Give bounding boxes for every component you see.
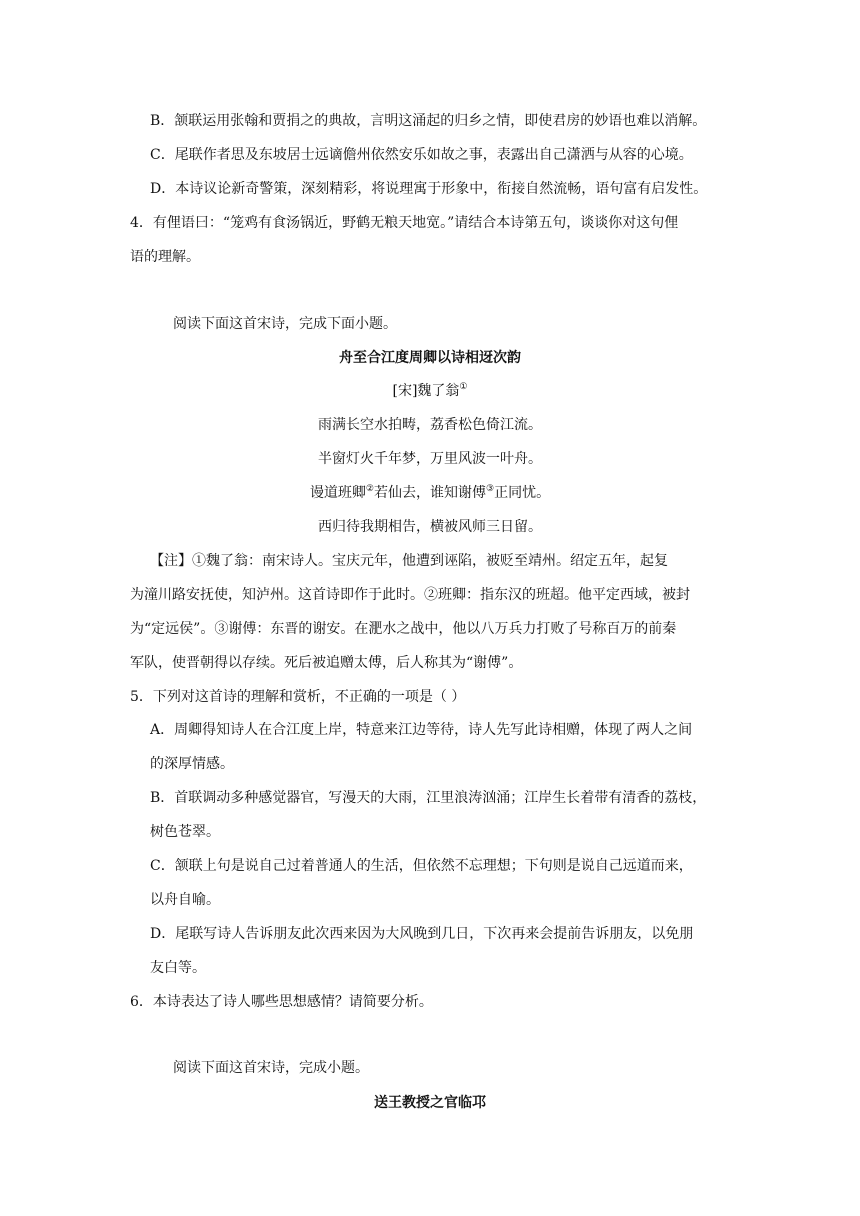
q5-option-c-line2: 以舟自喻。 bbox=[150, 892, 220, 908]
poem-line-2: 半窗灯火千年梦，万里风波一叶舟。 bbox=[318, 451, 542, 467]
q3-option-d: D．本诗议论新奇警策，深刻精彩，将说理寓于形象中，衔接自然流畅，语句富有启发性。 bbox=[150, 181, 708, 197]
poem-line-3-part2: 若仙去，谁知谢傅 bbox=[374, 485, 486, 501]
q5-option-b-line2: 树色苍翠。 bbox=[150, 824, 220, 840]
q5-option-b-line1: B．首联调动多种感觉器官，写漫天的大雨，江里浪涛汹涌；江岸生长着带有清香的荔枝， bbox=[150, 790, 707, 806]
poem-line-3 bbox=[0, 483, 860, 503]
q4-question-line2: 语的理解。 bbox=[130, 249, 200, 265]
annotation-line-1: 【注】①魏了翁：南宋诗人。宝庆元年，他遭到诬陷，被贬至靖州。绍定五年，起复 bbox=[150, 553, 668, 569]
q3-option-b: B．颔联运用张翰和贾捐之的典故，言明这涌起的归乡之情，即使君房的妙语也难以消解。 bbox=[150, 113, 707, 129]
section2-intro: 阅读下面这首宋诗，完成下面小题。 bbox=[173, 316, 397, 332]
poem-line-4: 西归待我期相告，横被风师三日留。 bbox=[318, 519, 542, 535]
q5-option-d-line2: 友白等。 bbox=[150, 960, 206, 976]
section3-poem-title: 送王教授之官临邛 bbox=[374, 1095, 486, 1111]
poem-title: 舟至合江度周卿以诗相迓次韵 bbox=[339, 350, 521, 366]
annotation-line-4: 军队，使晋朝得以存续。死后被追赠太傅，后人称其为“谢傅”。 bbox=[130, 655, 523, 671]
q4-question-line1: 4．有俚语曰：“笼鸡有食汤锅近，野鹤无粮天地宽。”请结合本诗第五句，谈谈你对这句俚 bbox=[130, 215, 679, 231]
poem-line-1: 雨满长空水拍畴，荔香松色倚江流。 bbox=[318, 417, 542, 433]
annotation-line-3: 为“定远侯”。③谢傅：东晋的谢安。在淝水之战中，他以八万兵力打败了号称百万的前秦 bbox=[130, 621, 677, 637]
note-marker-3: ③ bbox=[486, 484, 495, 494]
q5-stem: 5．下列对这首诗的理解和赏析，不正确的一项是（ ） bbox=[130, 689, 466, 705]
poem-line-3-part1: 谩道班卿 bbox=[309, 485, 366, 501]
poem-author-text: [宋]魏了翁 bbox=[392, 383, 460, 399]
q5-option-a-line2: 的深厚情感。 bbox=[150, 756, 234, 772]
poem-line-3-part3: 正同忧。 bbox=[494, 485, 551, 501]
q5-option-c-line1: C．颔联上句是说自己过着普通人的生活，但依然不忘理想；下句则是说自己远道而来， bbox=[150, 858, 693, 874]
annotation-line-2: 为潼川路安抚使，知泸州。这首诗即作于此时。②班卿：指东汉的班超。他平定西域，被封 bbox=[130, 587, 690, 603]
section3-intro: 阅读下面这首宋诗，完成小题。 bbox=[173, 1060, 369, 1076]
q6-question: 6．本诗表达了诗人哪些思想感情？请简要分析。 bbox=[130, 994, 433, 1010]
q3-option-c: C．尾联作者思及东坡居士远谪儋州依然安乐如故之事，表露出自己潇洒与从容的心境。 bbox=[150, 147, 693, 163]
poem-author bbox=[0, 381, 860, 401]
note-marker-1: ① bbox=[459, 382, 468, 392]
q5-option-d-line1: D．尾联写诗人告诉朋友此次西来因为大风晚到几日，下次再来会提前告诉朋友，以免朋 bbox=[150, 926, 694, 942]
q5-option-a-line1: A．周卿得知诗人在合江度上岸，特意来江边等待，诗人先写此诗相赠，体现了两人之间 bbox=[150, 722, 693, 738]
note-marker-2: ② bbox=[365, 484, 374, 494]
